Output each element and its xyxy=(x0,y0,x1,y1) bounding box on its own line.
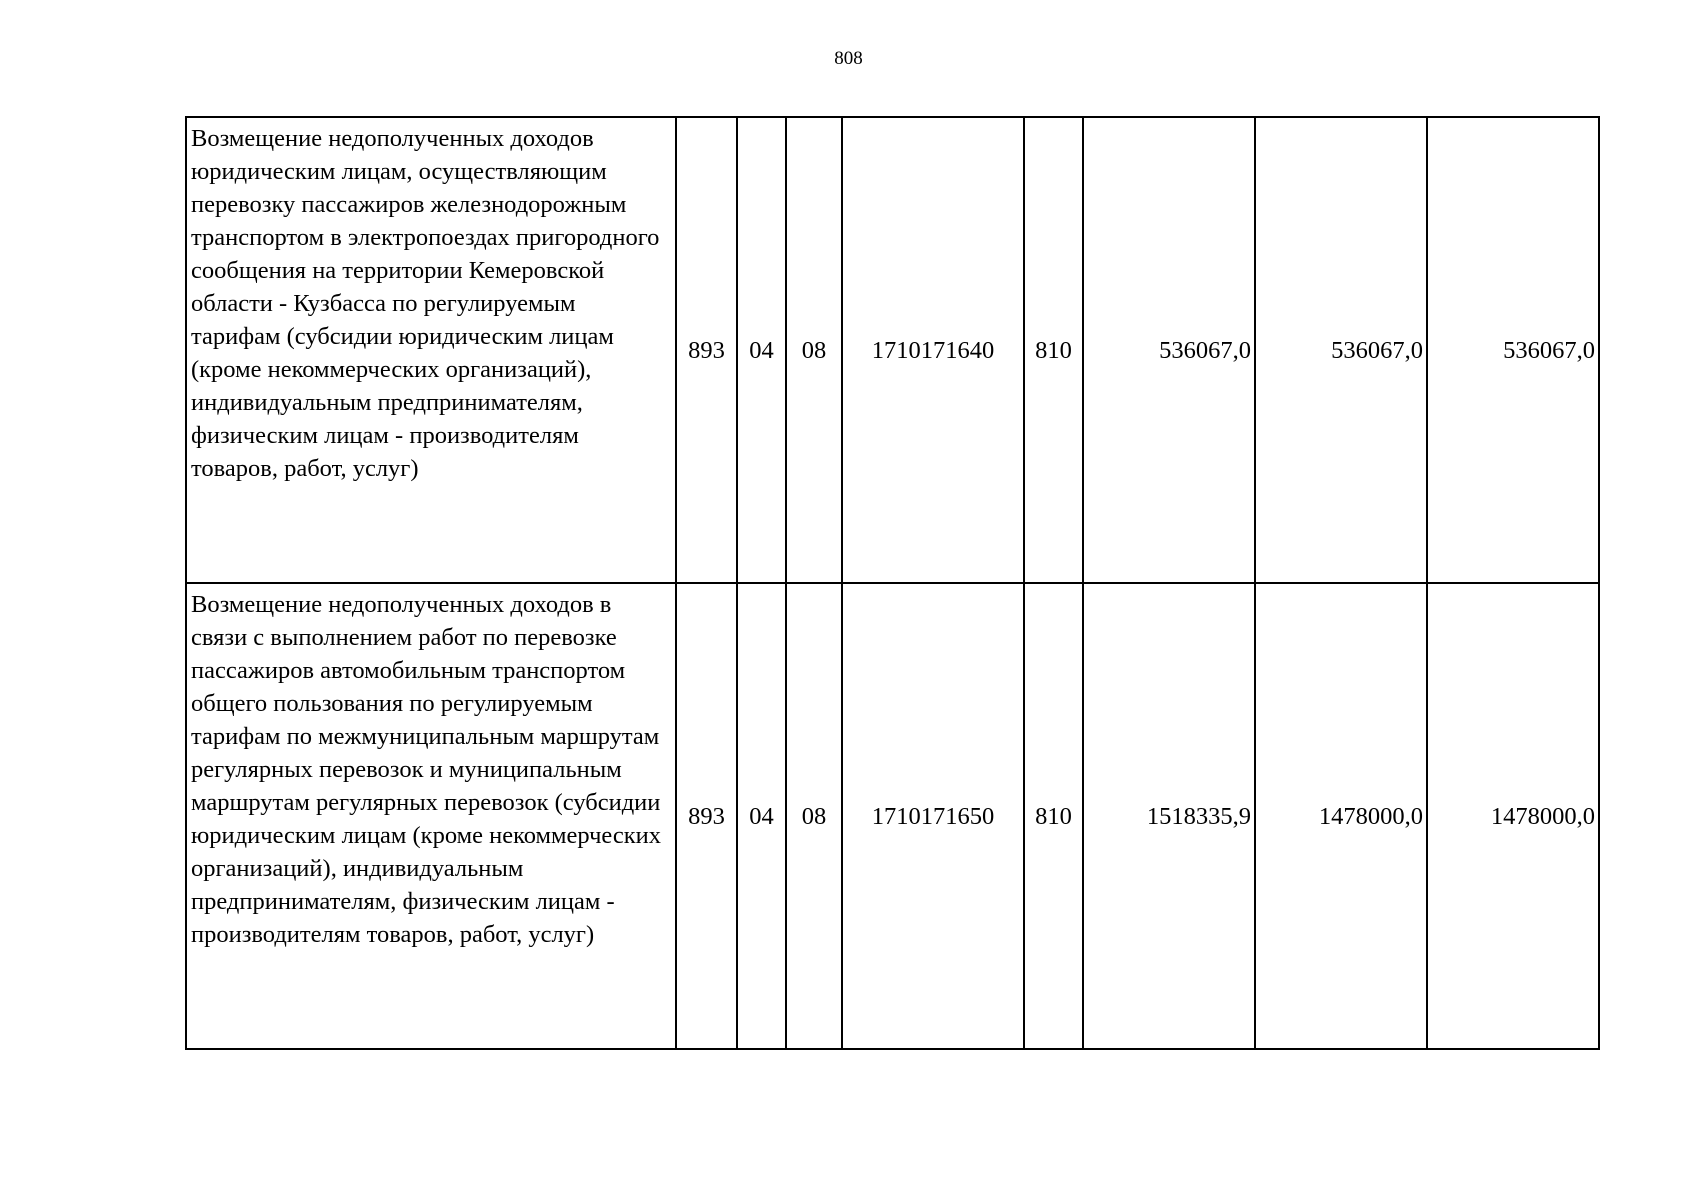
table-row xyxy=(186,117,1599,583)
subsection-code: 08 xyxy=(786,583,842,1049)
amount-year-3: 536067,0 xyxy=(1427,117,1599,583)
table-row xyxy=(186,583,1599,1049)
expense-type-code: 810 xyxy=(1024,117,1083,583)
expense-type-code: 810 xyxy=(1024,583,1083,1049)
budget-table xyxy=(185,116,1600,1050)
row-description: Возмещение недополученных доходов в связи с выполнением работ по перевозке пассажиров автомобильным транспортом общего пользования по регулируемым тарифам по межмуниципальным маршрутам регулярных перевозок и муниципальным маршрутам регулярных перевозок (субсидии юридическим лицам (кроме некоммерческих организаций), индивидуальным предпринимателям, физическим лицам - производителям товаров, работ, услуг) xyxy=(186,583,676,1049)
amount-year-1: 536067,0 xyxy=(1083,117,1255,583)
page-number: 808 xyxy=(834,48,863,69)
amount-year-1: 1518335,9 xyxy=(1083,583,1255,1049)
ministry-code: 893 xyxy=(676,583,737,1049)
amount-year-3: 1478000,0 xyxy=(1427,583,1599,1049)
amount-year-2: 1478000,0 xyxy=(1255,583,1427,1049)
target-article-code: 1710171650 xyxy=(842,583,1024,1049)
amount-year-2: 536067,0 xyxy=(1255,117,1427,583)
section-code: 04 xyxy=(737,583,786,1049)
section-code: 04 xyxy=(737,117,786,583)
target-article-code: 1710171640 xyxy=(842,117,1024,583)
subsection-code: 08 xyxy=(786,117,842,583)
row-description: Возмещение недополученных доходов юридическим лицам, осуществляющим перевозку пассажиров железнодорожным транспортом в электропоездах пригородного сообщения на территории Кемеровской области - Кузбасса по регулируемым тарифам (субсидии юридическим лицам (кроме некоммерческих организаций), индивидуальным предпринимателям, физическим лицам - производителям товаров, работ, услуг) xyxy=(186,117,676,583)
ministry-code: 893 xyxy=(676,117,737,583)
